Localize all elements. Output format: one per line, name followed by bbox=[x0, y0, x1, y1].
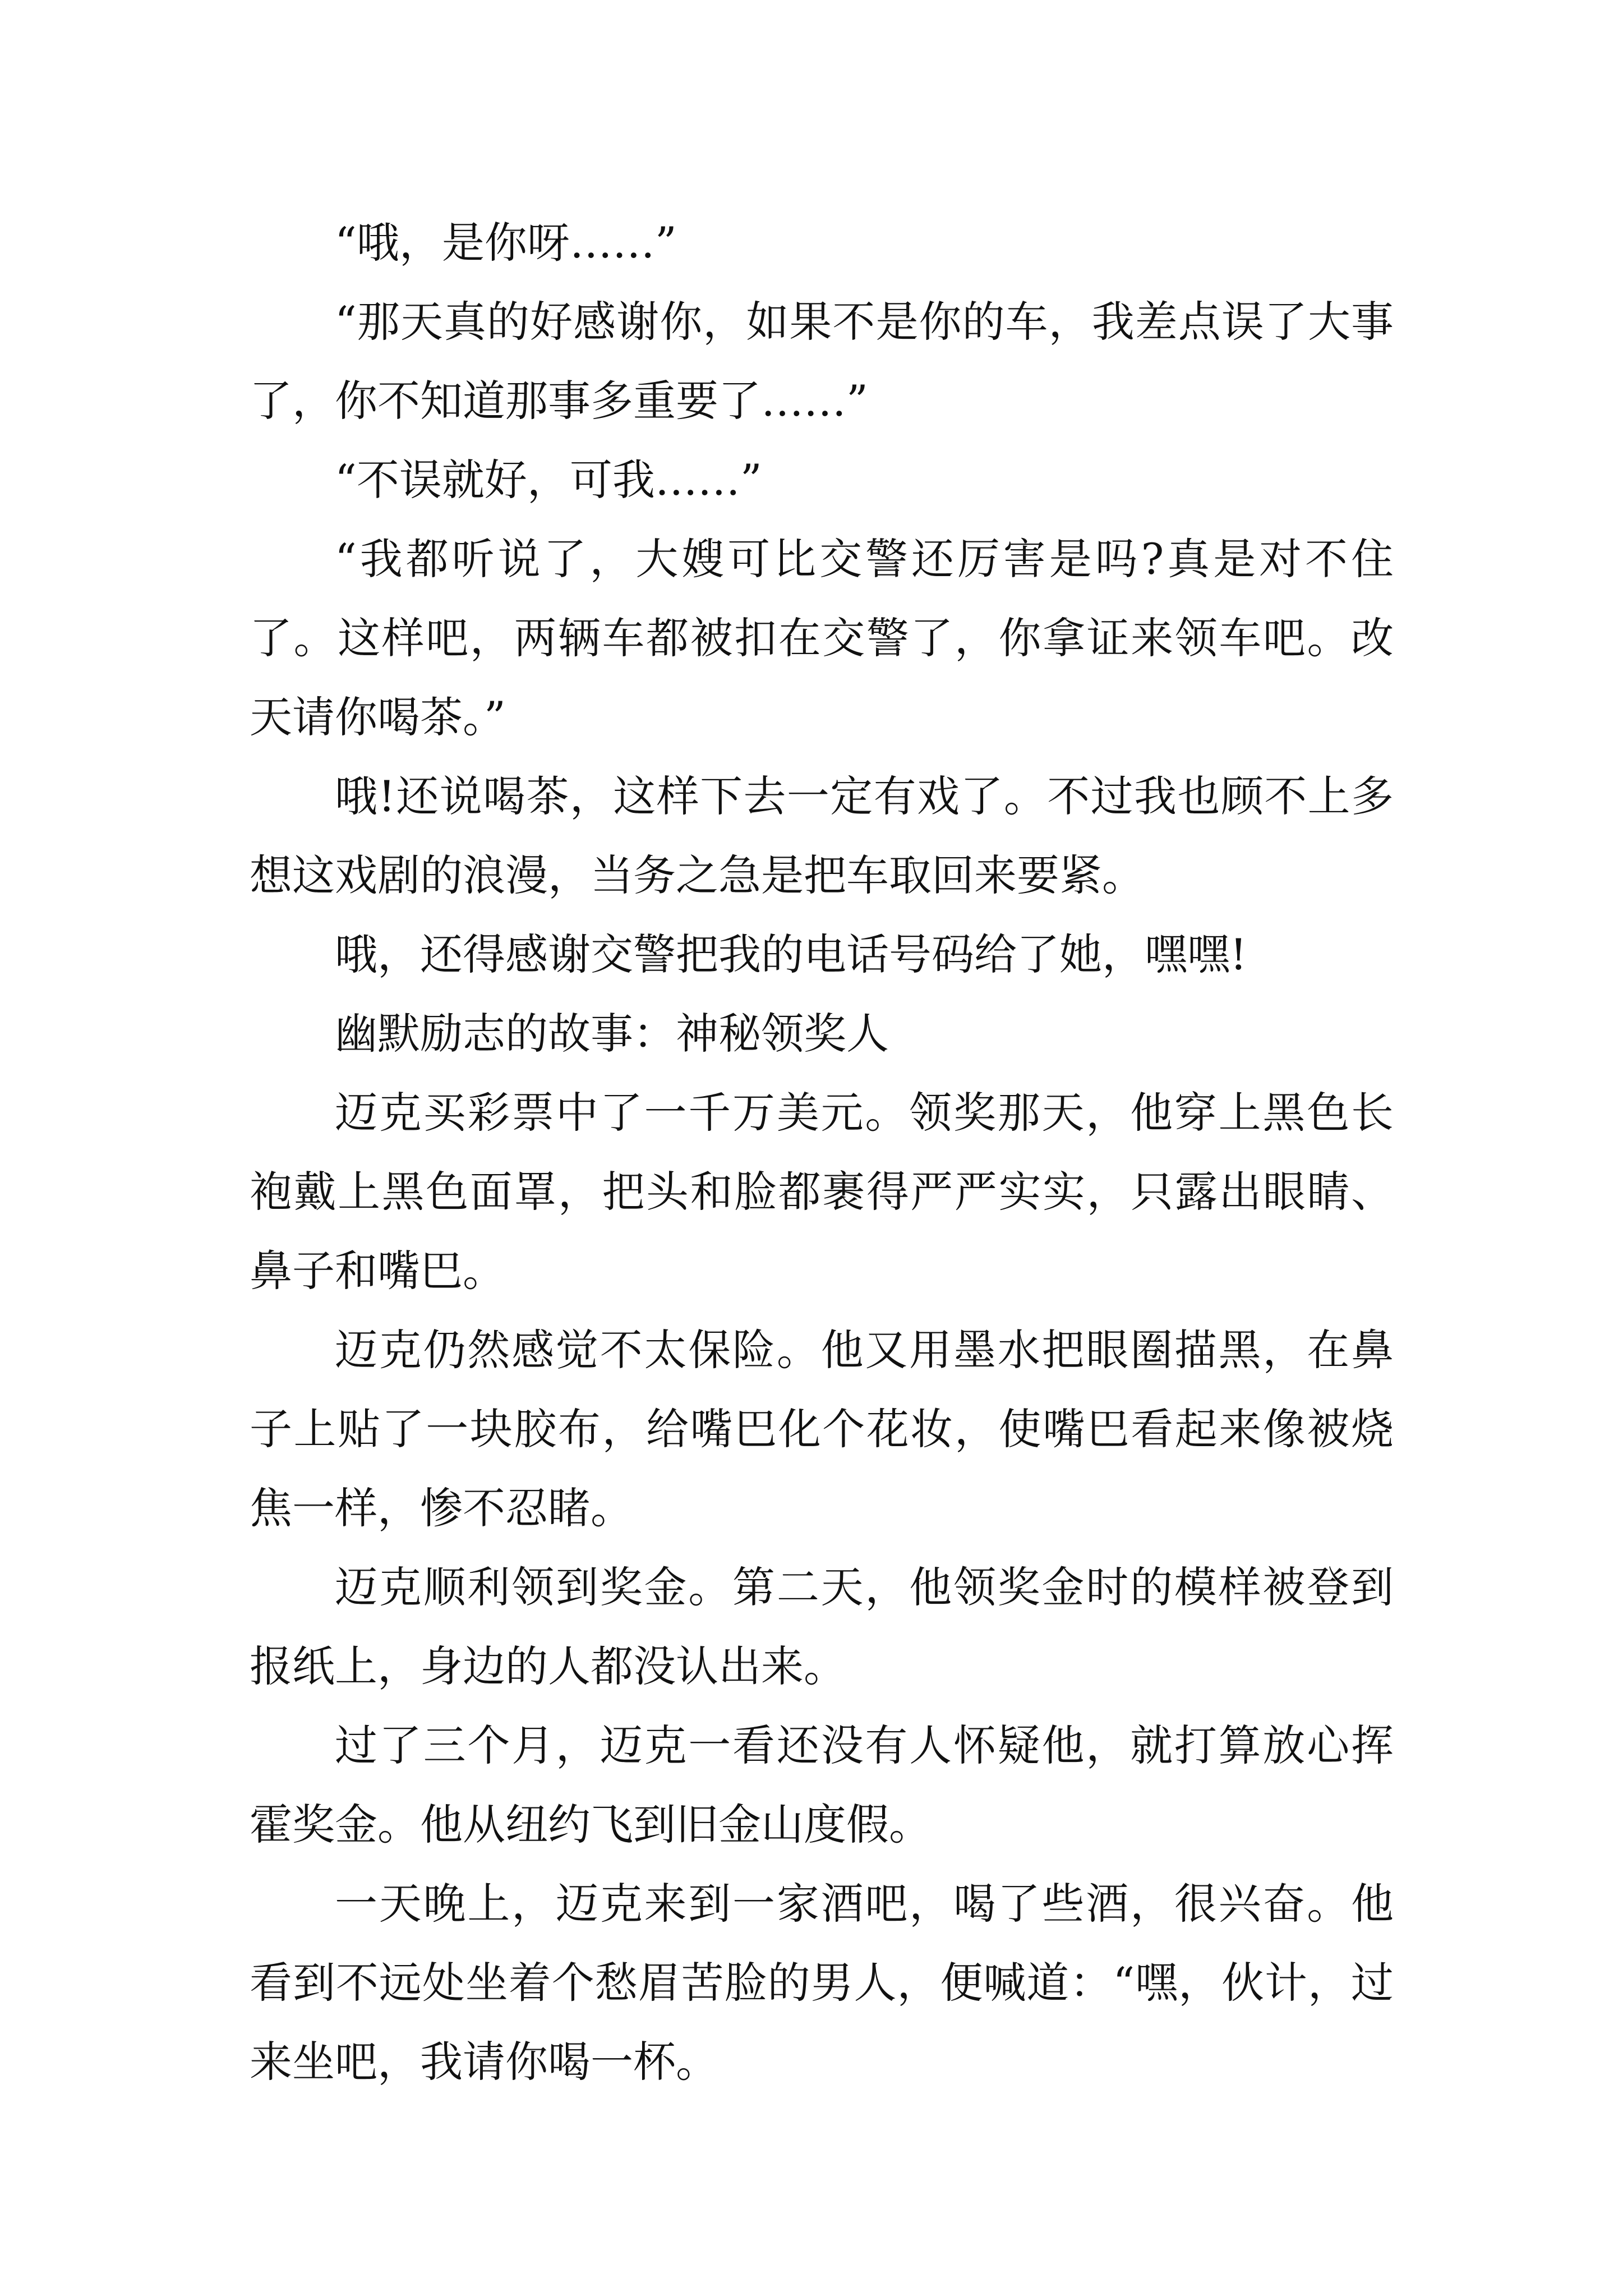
paragraph: 过了三个月，迈克一看还没有人怀疑他，就打算放心挥霍奖金。他从纽约飞到旧金山度假。 bbox=[250, 1720, 1394, 1849]
paragraph: 哦，还得感谢交警把我的电话号码给了她，嘿嘿! bbox=[335, 930, 1247, 979]
paragraph: 迈克买彩票中了一千万美元。领奖那天，他穿上黑色长袍戴上黑色面罩，把头和脸都裹得严严实实，只露出眼睛、鼻子和嘴巴。 bbox=[250, 1088, 1394, 1296]
paragraph: “不误就好，可我……” bbox=[335, 455, 762, 505]
document-body bbox=[250, 203, 1394, 2101]
paragraph: 一天晚上，迈克来到一家酒吧，喝了些酒，很兴奋。他看到不远处坐着个愁眉苦脸的男人，便喊道：“嘿，伙计，过来坐吧，我请你喝一杯。 bbox=[250, 1879, 1394, 2087]
paragraph: “哦，是你呀……” bbox=[335, 218, 677, 268]
paragraph: “我都听说了，大嫂可比交警还厉害是吗?真是对不住了。这样吧，两辆车都被扣在交警了，你拿证来领车吧。改天请你喝茶。” bbox=[250, 534, 1394, 742]
paragraph: 迈克顺利领到奖金。第二天，他领奖金时的模样被登到报纸上，身边的人都没认出来。 bbox=[250, 1562, 1394, 1691]
paragraph: “那天真的好感谢你，如果不是你的车，我差点误了大事了，你不知道那事多重要了……” bbox=[250, 297, 1394, 426]
paragraph: 哦!还说喝茶，这样下去一定有戏了。不过我也顾不上多想这戏剧的浪漫，当务之急是把车取回来要紧。 bbox=[250, 771, 1394, 900]
section-heading: 幽默励志的故事：神秘领奖人 bbox=[335, 1009, 889, 1059]
paragraph: 迈克仍然感觉不太保险。他又用墨水把眼圈描黑，在鼻子上贴了一块胶布，给嘴巴化个花妆，使嘴巴看起来像被烧焦一样，惨不忍睹。 bbox=[250, 1325, 1394, 1533]
